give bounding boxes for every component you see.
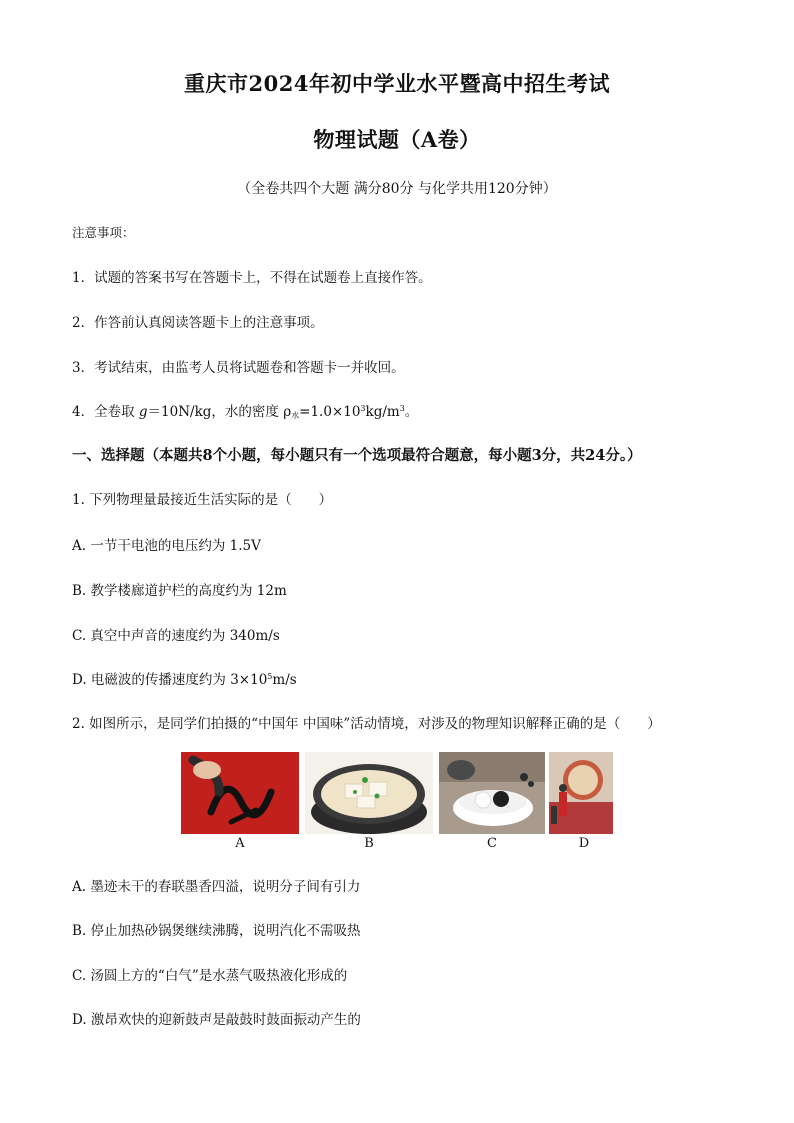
note4-val: =1.0×10 <box>299 404 361 420</box>
tangyuan-image <box>439 752 545 834</box>
clay-pot-image <box>305 752 433 834</box>
q1-d-unit: m/s <box>272 672 297 688</box>
note4-mid: ＝10N/kg，水的密度 ρ <box>147 404 292 420</box>
q1-option-c: C. 真空中声音的速度约为 340m/s <box>72 628 280 644</box>
note-item-3: 3．考试结束，由监考人员将试题卷和答题卡一并收回。 <box>72 360 405 376</box>
exam-subtitle: 物理试题（A卷） <box>313 127 481 152</box>
q2-option-c: C. 汤圆上方的“白气”是水蒸气吸热液化形成的 <box>72 968 348 984</box>
exam-title: 重庆市2024年初中学业水平暨高中招生考试 <box>184 71 610 96</box>
q1-stem: 1. 下列物理量最接近生活实际的是（ ） <box>72 492 333 508</box>
note-item-1: 1．试题的答案书写在答题卡上，不得在试题卷上直接作答。 <box>72 270 432 286</box>
q1-option-a: A. 一节干电池的电压约为 1.5V <box>72 538 261 554</box>
q2-option-d: D. 激昂欢快的迎新鼓声是敲鼓时鼓面振动产生的 <box>72 1012 361 1028</box>
drum-image <box>549 752 613 834</box>
note4-exp2: 3 <box>399 404 405 413</box>
photo-clay-pot <box>305 752 433 834</box>
q1-d-exp: 5 <box>267 672 273 681</box>
note-item-2: 2．作答前认真阅读答题卡上的注意事项。 <box>72 315 324 331</box>
q2-option-b: B. 停止加热砂锅煲继续沸腾，说明汽化不需吸热 <box>72 923 361 939</box>
q2-option-a: A. 墨迹未干的春联墨香四溢，说明分子间有引力 <box>72 879 361 895</box>
calligraphy-image <box>181 752 299 834</box>
notes-heading: 注意事项： <box>72 225 135 240</box>
figure-label-c: C <box>487 836 497 851</box>
figure-label-b: B <box>364 836 374 851</box>
note4-g: g <box>138 404 148 420</box>
photo-drum <box>549 752 613 834</box>
q1-option-b: B. 教学楼廊道护栏的高度约为 12m <box>72 583 287 599</box>
q2-stem: 2. 如图所示，是同学们拍摄的“中国年 中国味”活动情境，对涉及的物理知识解释正确的是（ ） <box>72 716 661 732</box>
section1-heading: 一、选择题（本题共8个小题，每小题只有一个选项最符合题意，每小题3分，共24分。） <box>72 447 642 464</box>
note-item-4 <box>72 400 418 421</box>
photo-tangyuan <box>439 752 545 834</box>
figure-label-a: A <box>235 836 245 851</box>
note4-end: 。 <box>404 404 419 420</box>
note4-prefix: 4．全卷取 <box>72 404 139 420</box>
q1-option-d <box>72 668 297 688</box>
note4-sub: 水 <box>291 411 300 420</box>
q1-d-prefix: D. 电磁波的传播速度约为 3×10 <box>72 672 268 688</box>
exam-info: （全卷共四个大题 满分80分 与化学共用120分钟） <box>237 181 557 197</box>
figure-label-d: D <box>578 836 590 851</box>
photo-calligraphy <box>181 752 299 834</box>
note4-exp: 3 <box>360 404 366 413</box>
note4-unit: kg/m <box>365 404 400 420</box>
